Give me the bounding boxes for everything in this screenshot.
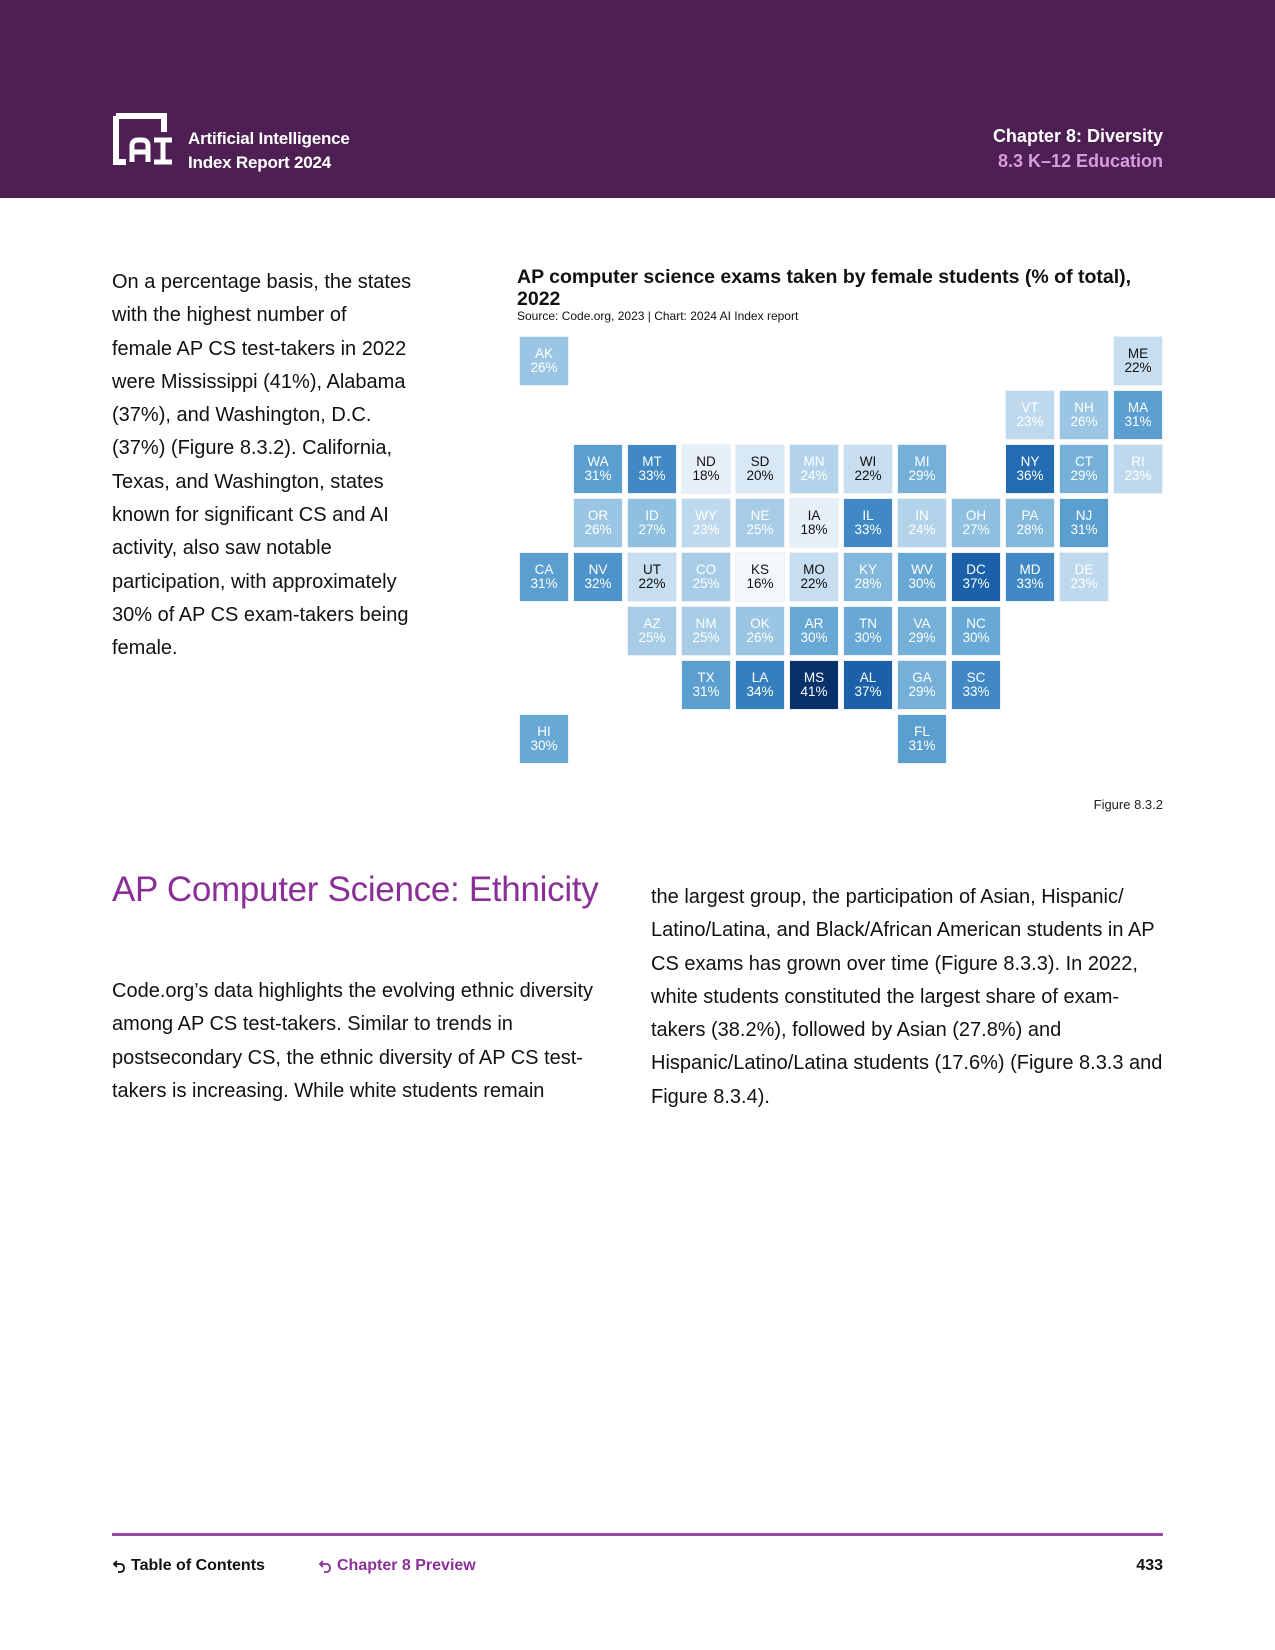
state-tile-id bbox=[628, 499, 676, 547]
state-abbr: MN bbox=[803, 454, 825, 469]
state-abbr: DE bbox=[1074, 562, 1094, 577]
state-abbr: IL bbox=[862, 508, 874, 523]
state-value: 18% bbox=[800, 522, 828, 537]
state-tile-nv bbox=[574, 553, 622, 601]
state-abbr: AZ bbox=[643, 616, 661, 631]
table-of-contents-link[interactable] bbox=[112, 1557, 265, 1575]
state-tile-oh bbox=[952, 499, 1000, 547]
chapter-heading bbox=[993, 124, 1163, 174]
state-value: 31% bbox=[1070, 522, 1098, 537]
state-tile-wi bbox=[844, 445, 892, 493]
preview-label: Chapter 8 Preview bbox=[337, 1557, 476, 1574]
state-tile-ky bbox=[844, 553, 892, 601]
state-tile-tn bbox=[844, 607, 892, 655]
state-value: 37% bbox=[854, 684, 882, 699]
state-value: 29% bbox=[908, 684, 936, 699]
state-abbr: WI bbox=[859, 454, 877, 469]
state-value: 23% bbox=[1016, 414, 1044, 429]
state-value: 31% bbox=[908, 738, 936, 753]
state-tile-in bbox=[898, 499, 946, 547]
state-abbr: NV bbox=[588, 562, 608, 577]
state-abbr: AR bbox=[804, 616, 824, 631]
state-abbr: ND bbox=[696, 454, 716, 469]
return-arrow-icon bbox=[318, 1559, 332, 1573]
state-abbr: AL bbox=[859, 670, 877, 685]
state-tile-pa bbox=[1006, 499, 1054, 547]
state-abbr: TX bbox=[697, 670, 715, 685]
state-tile-ga bbox=[898, 661, 946, 709]
state-abbr: TN bbox=[859, 616, 877, 631]
state-value: 26% bbox=[530, 360, 558, 375]
state-value: 22% bbox=[854, 468, 882, 483]
state-abbr: WA bbox=[587, 454, 609, 469]
state-tile-al bbox=[844, 661, 892, 709]
state-tile-ms bbox=[790, 661, 838, 709]
state-value: 25% bbox=[638, 630, 666, 645]
state-value: 29% bbox=[908, 468, 936, 483]
state-tile-mt bbox=[628, 445, 676, 493]
state-abbr: CA bbox=[534, 562, 554, 577]
state-tile-nj bbox=[1060, 499, 1108, 547]
state-value: 30% bbox=[908, 576, 936, 591]
state-value: 22% bbox=[638, 576, 666, 591]
state-value: 41% bbox=[800, 684, 828, 699]
state-value: 37% bbox=[962, 576, 990, 591]
state-value: 24% bbox=[800, 468, 828, 483]
state-abbr: SD bbox=[750, 454, 770, 469]
state-tile-mn bbox=[790, 445, 838, 493]
state-abbr: LA bbox=[751, 670, 769, 685]
state-value: 23% bbox=[1070, 576, 1098, 591]
state-value: 33% bbox=[1016, 576, 1044, 591]
state-tile-ct bbox=[1060, 445, 1108, 493]
report-brand bbox=[188, 127, 350, 175]
state-value: 25% bbox=[692, 576, 720, 591]
state-tile-me bbox=[1114, 337, 1162, 385]
state-abbr: MI bbox=[914, 454, 930, 469]
state-tile-ok bbox=[736, 607, 784, 655]
state-abbr: FL bbox=[914, 724, 930, 739]
state-tile-or bbox=[574, 499, 622, 547]
state-abbr: IA bbox=[807, 508, 821, 523]
state-abbr: CO bbox=[695, 562, 717, 577]
state-value: 33% bbox=[638, 468, 666, 483]
state-abbr: VA bbox=[913, 616, 931, 631]
state-abbr: MT bbox=[642, 454, 662, 469]
page-header bbox=[0, 0, 1275, 198]
state-abbr: ID bbox=[645, 508, 659, 523]
state-tile-nd bbox=[682, 445, 730, 493]
state-abbr: NY bbox=[1020, 454, 1040, 469]
state-tile-wv bbox=[898, 553, 946, 601]
state-value: 28% bbox=[854, 576, 882, 591]
state-value: 23% bbox=[692, 522, 720, 537]
state-tile-fl bbox=[898, 715, 946, 763]
state-tile-wy bbox=[682, 499, 730, 547]
section-paragraph-left: Code.org’s data highlights the evolving ethnic diversity among AP CS test-takers. Similar to trends in postsecondary CS, the ethnic diversity of AP CS test-takers is increasing. While white students remain bbox=[112, 980, 594, 1102]
state-value: 24% bbox=[908, 522, 936, 537]
state-value: 30% bbox=[962, 630, 990, 645]
state-abbr: MO bbox=[803, 562, 825, 577]
state-tile-ca bbox=[520, 553, 568, 601]
state-abbr: VT bbox=[1021, 400, 1039, 415]
state-abbr: UT bbox=[643, 562, 661, 577]
state-value: 22% bbox=[1124, 360, 1152, 375]
state-abbr: CT bbox=[1075, 454, 1093, 469]
state-tile-ks bbox=[736, 553, 784, 601]
state-tile-nc bbox=[952, 607, 1000, 655]
state-abbr: OR bbox=[587, 508, 609, 523]
state-tile-hi bbox=[520, 715, 568, 763]
state-abbr: OH bbox=[965, 508, 987, 523]
state-value: 20% bbox=[746, 468, 774, 483]
state-value: 30% bbox=[530, 738, 558, 753]
state-tile-dc bbox=[952, 553, 1000, 601]
state-abbr: DC bbox=[966, 562, 986, 577]
state-value: 16% bbox=[746, 576, 774, 591]
state-abbr: NC bbox=[966, 616, 986, 631]
state-value: 31% bbox=[1124, 414, 1152, 429]
section-paragraph-right: the largest group, the participation of Asian, Hispanic/ Latino/Latina, and Black/African American students in AP CS exams has grown over time (Figure 8.3.3). In 2022, white students constituted the largest share of exam-takers (38.2%), followed by Asian (27.8%) and Hispanic/Latino/Latina students (17.6%) (Figure 8.3.3 and Figure 8.3.4). bbox=[651, 886, 1163, 1108]
state-tile-ny bbox=[1006, 445, 1054, 493]
state-tile-il bbox=[844, 499, 892, 547]
chapter-title: Chapter 8: Diversity bbox=[992, 126, 1163, 146]
state-value: 22% bbox=[800, 576, 828, 591]
state-tile-mo bbox=[790, 553, 838, 601]
state-tile-la bbox=[736, 661, 784, 709]
chapter-preview-link[interactable] bbox=[318, 1557, 476, 1575]
state-abbr: GA bbox=[912, 670, 932, 685]
state-abbr: KS bbox=[750, 562, 769, 577]
state-abbr: KY bbox=[858, 562, 877, 577]
section-subtitle: 8.3 K–12 Education bbox=[997, 151, 1163, 171]
state-abbr: WY bbox=[695, 508, 717, 523]
state-tile-ne bbox=[736, 499, 784, 547]
state-abbr: IN bbox=[915, 508, 929, 523]
state-tile-ak bbox=[520, 337, 568, 385]
state-abbr: OK bbox=[750, 616, 770, 631]
state-tile-ma bbox=[1114, 391, 1162, 439]
state-abbr: HI bbox=[537, 724, 551, 739]
state-value: 27% bbox=[638, 522, 666, 537]
state-abbr: NJ bbox=[1075, 508, 1093, 523]
intro-paragraph: On a percentage basis, the states with the highest number of female AP CS test-takers in 2022 were Mississippi (41%), Alabama (37%), and Washington, D.C. (37%) (Figure 8.3.2). California, Texas, and Washington, states known for significant CS and AI activity, also saw notable participation, with approximately 30% of AP CS exam-takers being female. bbox=[112, 271, 412, 660]
chart-source: Source: Code.org, 2023 | Chart: 2024 AI Index report bbox=[517, 309, 799, 323]
state-tile-tx bbox=[682, 661, 730, 709]
state-tile-mi bbox=[898, 445, 946, 493]
brand-line-2: Index Report 2024 bbox=[188, 153, 332, 172]
state-tile-az bbox=[628, 607, 676, 655]
state-tile-de bbox=[1060, 553, 1108, 601]
state-abbr: NE bbox=[750, 508, 770, 523]
state-value: 30% bbox=[800, 630, 828, 645]
state-tile-co bbox=[682, 553, 730, 601]
state-tile-sc bbox=[952, 661, 1000, 709]
state-tile-ar bbox=[790, 607, 838, 655]
state-abbr: MA bbox=[1127, 400, 1149, 415]
state-value: 29% bbox=[1070, 468, 1098, 483]
chart-title: AP computer science exams taken by female students (% of total), 2022 bbox=[517, 266, 1132, 310]
state-value: 25% bbox=[746, 522, 774, 537]
figure-label: Figure 8.3.2 bbox=[1093, 797, 1163, 812]
state-abbr: SC bbox=[966, 670, 986, 685]
state-value: 23% bbox=[1124, 468, 1152, 483]
state-tile-ut bbox=[628, 553, 676, 601]
return-arrow-icon bbox=[112, 1559, 126, 1573]
state-value: 28% bbox=[1016, 522, 1044, 537]
page-number: 433 bbox=[1136, 1557, 1163, 1574]
state-value: 36% bbox=[1016, 468, 1044, 483]
state-abbr: RI bbox=[1131, 454, 1145, 469]
ai-index-logo-icon bbox=[112, 112, 174, 166]
state-tile-sd bbox=[736, 445, 784, 493]
state-value: 25% bbox=[692, 630, 720, 645]
state-tile-nh bbox=[1060, 391, 1108, 439]
state-tile-vt bbox=[1006, 391, 1054, 439]
state-tile-nm bbox=[682, 607, 730, 655]
state-abbr: WV bbox=[911, 562, 933, 577]
state-value: 33% bbox=[962, 684, 990, 699]
state-abbr: NH bbox=[1074, 400, 1094, 415]
state-value: 30% bbox=[854, 630, 882, 645]
state-value: 26% bbox=[584, 522, 612, 537]
state-tile-md bbox=[1006, 553, 1054, 601]
state-value: 34% bbox=[746, 684, 774, 699]
state-tile-ri bbox=[1114, 445, 1162, 493]
state-abbr: AK bbox=[534, 346, 553, 361]
footer-divider bbox=[112, 1533, 1163, 1536]
state-value: 26% bbox=[1070, 414, 1098, 429]
state-tile-wa bbox=[574, 445, 622, 493]
section-title: AP Computer Science: Ethnicity bbox=[112, 870, 599, 909]
state-value: 33% bbox=[854, 522, 882, 537]
state-value: 32% bbox=[584, 576, 612, 591]
state-abbr: NM bbox=[695, 616, 717, 631]
state-value: 18% bbox=[692, 468, 720, 483]
state-abbr: MD bbox=[1019, 562, 1041, 577]
state-abbr: PA bbox=[1021, 508, 1039, 523]
state-tile-va bbox=[898, 607, 946, 655]
brand-line-1: Artificial Intelligence bbox=[188, 129, 350, 148]
state-value: 26% bbox=[746, 630, 774, 645]
state-tile-ia bbox=[790, 499, 838, 547]
state-value: 29% bbox=[908, 630, 936, 645]
state-value: 31% bbox=[692, 684, 720, 699]
toc-label: Table of Contents bbox=[131, 1557, 265, 1574]
state-abbr: ME bbox=[1127, 346, 1149, 361]
state-value: 27% bbox=[962, 522, 990, 537]
state-value: 31% bbox=[530, 576, 558, 591]
state-value: 31% bbox=[584, 468, 612, 483]
state-abbr: MS bbox=[803, 670, 825, 685]
